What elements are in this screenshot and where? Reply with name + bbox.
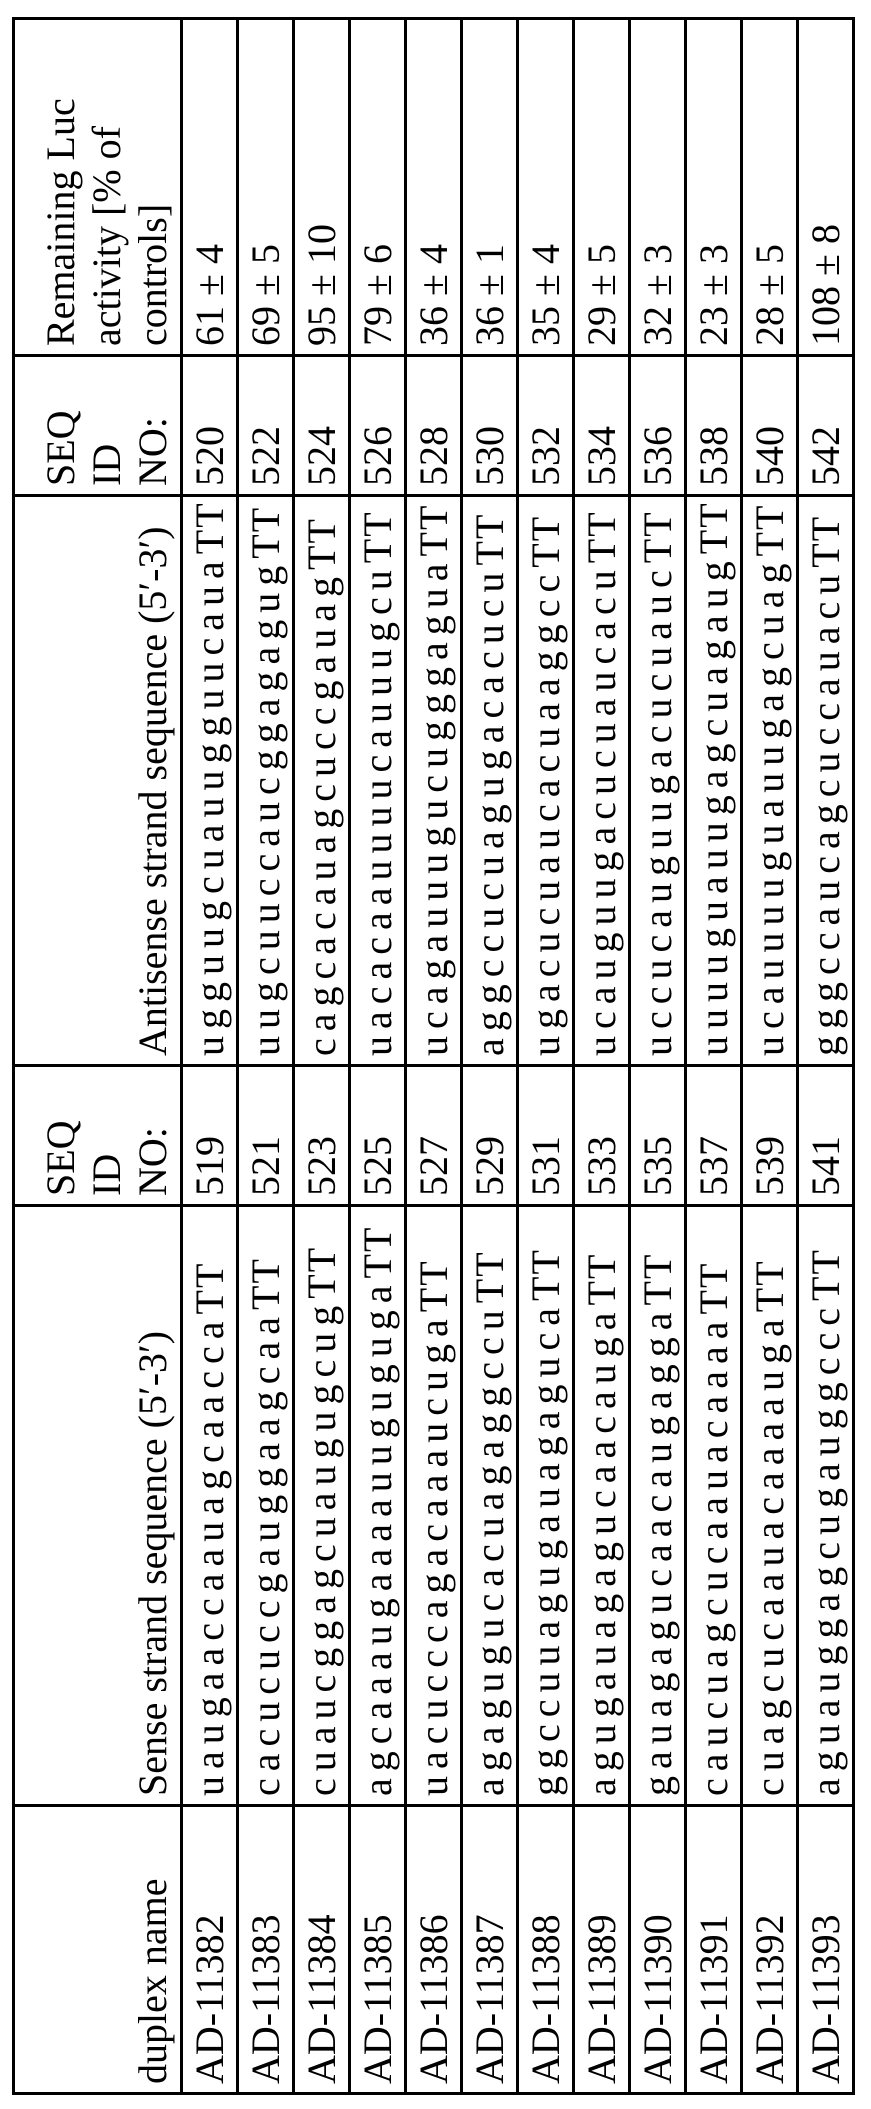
- header-sense-sequence: Sense strand sequence (5′-3′): [14, 1206, 182, 1806]
- antisense-seq-id-cell: 538: [686, 356, 742, 496]
- sense-sequence-cell: [462, 1206, 518, 1806]
- header-duplex-name: duplex name: [14, 1806, 182, 2094]
- antisense-sequence-cell: [462, 496, 518, 1066]
- remaining-activity-cell: 108 ± 8: [798, 19, 854, 356]
- overhang-text: TT: [187, 1262, 232, 1315]
- antisense-seq-id-cell: 528: [406, 356, 462, 496]
- antisense-seq-id-cell: 522: [238, 356, 294, 496]
- overhang-text: TT: [747, 504, 792, 557]
- remaining-activity-cell: 35 ± 4: [518, 19, 574, 356]
- remaining-activity-cell: 36 ± 1: [462, 19, 518, 356]
- duplex-name-cell: AD-11393: [798, 1806, 854, 2094]
- overhang-text: TT: [299, 1246, 344, 1299]
- antisense-sequence-cell: [238, 496, 294, 1066]
- header-sense-seq-id: SEQ ID NO:: [14, 1066, 182, 1206]
- sequence-text: agagugucacuagaggccu: [467, 1303, 512, 1796]
- table-row: [630, 19, 686, 2094]
- sequence-text: ucauuuuguauugagcuag: [747, 556, 792, 1056]
- sense-sequence-cell: [518, 1206, 574, 1806]
- duplex-name-cell: AD-11391: [686, 1806, 742, 2094]
- duplex-name-cell: AD-11384: [294, 1806, 350, 2094]
- overhang-text: TT: [187, 501, 232, 554]
- sense-seq-id-cell: 537: [686, 1066, 742, 1206]
- sense-sequence-cell: [294, 1206, 350, 1806]
- remaining-activity-cell: 69 ± 5: [238, 19, 294, 356]
- sense-sequence-cell: [798, 1206, 854, 1806]
- antisense-sequence-cell: [742, 496, 798, 1066]
- antisense-sequence-cell: [294, 496, 350, 1066]
- duplex-name-cell: AD-11387: [462, 1806, 518, 2094]
- sequence-text: uuuuguauugagcuagaug: [691, 554, 736, 1056]
- sequence-text: uccucauguugacucuauc: [635, 563, 680, 1056]
- table-row: [294, 19, 350, 2094]
- overhang-text: TT: [691, 1262, 736, 1315]
- overhang-text: TT: [635, 1253, 680, 1306]
- sense-seq-id-cell: 521: [238, 1066, 294, 1206]
- antisense-seq-id-cell: 530: [462, 356, 518, 496]
- sequence-text: cuagcucaauacaaaauga: [747, 1312, 792, 1796]
- sense-seq-id-cell: 533: [574, 1066, 630, 1206]
- sequence-text: ucauguugacucuaucacu: [579, 563, 624, 1056]
- sense-seq-id-cell: 535: [630, 1066, 686, 1206]
- antisense-seq-id-cell: 534: [574, 356, 630, 496]
- sequence-text: gauagagucaacaugagga: [635, 1305, 680, 1796]
- remaining-activity-cell: 36 ± 4: [406, 19, 462, 356]
- overhang-text: TT: [635, 510, 680, 563]
- table-row: [686, 19, 742, 2094]
- sirna-duplex-table: [12, 17, 855, 2095]
- antisense-seq-id-cell: 524: [294, 356, 350, 496]
- antisense-sequence-cell: [798, 496, 854, 1066]
- sense-sequence-cell: [630, 1206, 686, 1806]
- antisense-sequence-cell: [518, 496, 574, 1066]
- antisense-seq-id-cell: 526: [350, 356, 406, 496]
- sense-sequence-cell: [406, 1206, 462, 1806]
- table-row: [798, 19, 854, 2094]
- table-row: [462, 19, 518, 2094]
- overhang-text: TT: [467, 1250, 512, 1303]
- duplex-name-cell: AD-11382: [182, 1806, 238, 2094]
- overhang-text: TT: [579, 1253, 624, 1306]
- table-row: [742, 19, 798, 2094]
- remaining-activity-cell: 23 ± 3: [686, 19, 742, 356]
- sequence-text: ugguugcuauugguucaua: [187, 554, 232, 1056]
- remaining-activity-cell: 28 ± 5: [742, 19, 798, 356]
- antisense-sequence-cell: [630, 496, 686, 1066]
- antisense-sequence-cell: [574, 496, 630, 1066]
- overhang-text: TT: [355, 1226, 400, 1279]
- rotated-table-wrapper: [12, 20, 853, 2095]
- sequence-text: gggccaucagcuccauacu: [803, 568, 848, 1056]
- overhang-text: TT: [355, 510, 400, 563]
- sequence-text: cuaucggagcuaugugcug: [299, 1299, 344, 1796]
- sense-seq-id-cell: 529: [462, 1066, 518, 1206]
- header-antisense-sequence: Antisense strand sequence (5′-3′): [14, 496, 182, 1066]
- overhang-text: TT: [299, 517, 344, 570]
- remaining-activity-cell: 29 ± 5: [574, 19, 630, 356]
- antisense-sequence-cell: [406, 496, 462, 1066]
- sense-sequence-cell: [182, 1206, 238, 1806]
- table-row: [518, 19, 574, 2094]
- sequence-text: agcaaaugaaaauuguguga: [355, 1278, 400, 1796]
- sequence-text: ucagauuugucugggagua: [411, 556, 456, 1056]
- header-antisense-seq-id: SEQ ID NO:: [14, 356, 182, 496]
- duplex-name-cell: AD-11389: [574, 1806, 630, 2094]
- remaining-activity-cell: 61 ± 4: [182, 19, 238, 356]
- remaining-activity-cell: 32 ± 3: [630, 19, 686, 356]
- table-row: [350, 19, 406, 2094]
- sequence-text: uaugaaccaauagcaacca: [187, 1314, 232, 1796]
- overhang-text: TT: [803, 515, 848, 568]
- sense-seq-id-cell: 523: [294, 1066, 350, 1206]
- sequence-text: aggccucuagugacacucu: [467, 565, 512, 1056]
- header-row: [14, 19, 182, 2094]
- sense-sequence-cell: [574, 1206, 630, 1806]
- sequence-text: cagcacauagcuccgauag: [299, 570, 344, 1056]
- duplex-name-cell: AD-11386: [406, 1806, 462, 2094]
- duplex-name-cell: AD-11390: [630, 1806, 686, 2094]
- antisense-seq-id-cell: 520: [182, 356, 238, 496]
- sense-seq-id-cell: 527: [406, 1066, 462, 1206]
- sense-seq-id-cell: 531: [518, 1066, 574, 1206]
- duplex-name-cell: AD-11388: [518, 1806, 574, 2094]
- overhang-text: TT: [243, 1257, 288, 1310]
- sequence-text: uacacaauuuucauuugcu: [355, 563, 400, 1056]
- overhang-text: TT: [411, 504, 456, 557]
- sequence-text: ugacucuaucacuaaggcc: [523, 568, 568, 1056]
- table-row: [238, 19, 294, 2094]
- duplex-name-cell: AD-11385: [350, 1806, 406, 2094]
- sequence-text: cacucuccgauggaagcaa: [243, 1310, 288, 1796]
- sense-sequence-cell: [742, 1206, 798, 1806]
- duplex-name-cell: AD-11383: [238, 1806, 294, 2094]
- overhang-text: TT: [243, 506, 288, 559]
- antisense-sequence-cell: [182, 496, 238, 1066]
- sense-sequence-cell: [238, 1206, 294, 1806]
- sense-sequence-cell: [686, 1206, 742, 1806]
- overhang-text: TT: [467, 513, 512, 566]
- duplex-name-cell: AD-11392: [742, 1806, 798, 2094]
- sense-sequence-cell: [350, 1206, 406, 1806]
- overhang-text: TT: [579, 510, 624, 563]
- sequence-text: aguauggagcugauggccc: [803, 1301, 848, 1796]
- overhang-text: TT: [747, 1259, 792, 1312]
- overhang-text: TT: [411, 1259, 456, 1312]
- antisense-sequence-cell: [686, 496, 742, 1066]
- sequence-text: uugcuuccaucggagagug: [243, 559, 288, 1056]
- sequence-text: caucuagcucaauacaaaa: [691, 1314, 736, 1796]
- table-row: [182, 19, 238, 2094]
- overhang-text: TT: [523, 515, 568, 568]
- sequence-text: uacucccagacaaaucuga: [411, 1312, 456, 1796]
- table-row: [574, 19, 630, 2094]
- sense-seq-id-cell: 519: [182, 1066, 238, 1206]
- overhang-text: TT: [803, 1248, 848, 1301]
- remaining-activity-cell: 79 ± 6: [350, 19, 406, 356]
- antisense-sequence-cell: [350, 496, 406, 1066]
- sense-seq-id-cell: 541: [798, 1066, 854, 1206]
- header-remaining-luc-activity: Remaining Luc activity [% of controls]: [14, 19, 182, 356]
- overhang-text: TT: [523, 1248, 568, 1301]
- sense-seq-id-cell: 539: [742, 1066, 798, 1206]
- antisense-seq-id-cell: 542: [798, 356, 854, 496]
- table-row: [406, 19, 462, 2094]
- overhang-text: TT: [691, 501, 736, 554]
- antisense-seq-id-cell: 532: [518, 356, 574, 496]
- antisense-seq-id-cell: 536: [630, 356, 686, 496]
- sense-seq-id-cell: 525: [350, 1066, 406, 1206]
- remaining-activity-cell: 95 ± 10: [294, 19, 350, 356]
- sequence-text: ggccuuagugauagaguca: [523, 1301, 568, 1796]
- antisense-seq-id-cell: 540: [742, 356, 798, 496]
- sequence-text: agugauagagucaacauga: [579, 1305, 624, 1796]
